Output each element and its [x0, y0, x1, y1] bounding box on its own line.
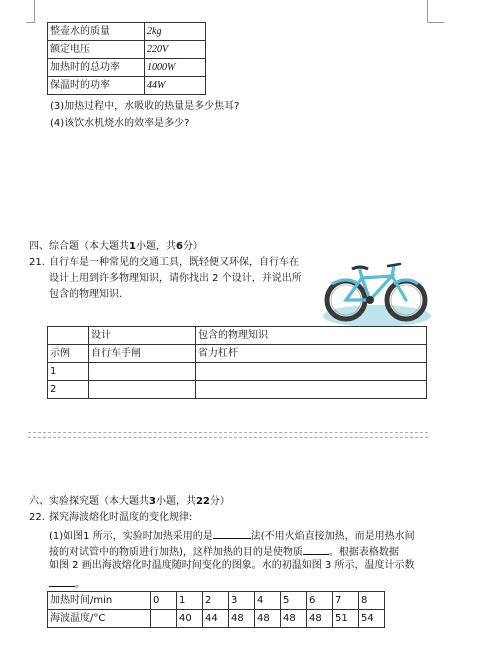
section-6-heading-text: 六、实验探究题（本大题共 — [29, 496, 149, 507]
answer-blank-heating-method[interactable] — [213, 527, 251, 539]
spec-table — [47, 22, 206, 95]
question-22-line-5 — [49, 575, 85, 592]
section-6-count: 3 — [149, 496, 156, 507]
spec-value: 2kg — [145, 23, 206, 41]
table-cell: 8 — [359, 592, 385, 610]
spec-label: 整壶水的质量 — [48, 23, 145, 41]
page-corner-mark-left — [26, 0, 35, 23]
section-4-count: 1 — [129, 241, 136, 252]
table-row — [48, 59, 206, 77]
table-cell — [196, 381, 427, 399]
question-22-line-3-end: 。根据表格数据 — [328, 547, 399, 558]
bike-crank — [366, 296, 374, 304]
section-6-heading-mid: 小题，共 — [155, 496, 196, 507]
table-row-label: 加热时间/min — [48, 592, 151, 610]
table-cell: 54 — [359, 610, 385, 628]
table-cell — [89, 363, 196, 381]
question-21-number: 21. — [29, 257, 45, 268]
question-22-number: 22. — [29, 512, 45, 523]
page-corner-mark-right — [427, 0, 444, 23]
table-row — [48, 363, 427, 381]
question-22-line-4: 如图 2 画出海波熔化时温度随时间变化的图象。水的初温如图 3 所示，温度计示数 — [49, 560, 415, 571]
spec-label: 加热时的总功率 — [48, 59, 145, 77]
table-cell: 省力杠杆 — [196, 345, 427, 363]
table-cell: 48 — [255, 610, 281, 628]
melting-data-table — [47, 591, 385, 628]
question-22-line-3 — [49, 543, 399, 560]
table-row — [48, 345, 427, 363]
question-4: (4)该饮水机烧水的效率是多少? — [50, 118, 190, 129]
question-3: (3)加热过程中，水吸收的热量是多少焦耳? — [50, 101, 240, 112]
question-22-line-2-start: (1)如图1 所示，实验时加热采用的是 — [49, 531, 213, 542]
table-cell: 48 — [307, 610, 333, 628]
spec-value: 44W — [145, 77, 206, 95]
table-cell: 2 — [48, 381, 89, 399]
table-cell: 48 — [281, 610, 307, 628]
table-cell: 2 — [203, 592, 229, 610]
table-cell: 1 — [48, 363, 89, 381]
spec-value: 220V — [145, 41, 206, 59]
table-row — [48, 41, 206, 59]
table-header-cell: 设计 — [89, 327, 196, 345]
table-row — [48, 327, 427, 345]
table-cell: 5 — [281, 592, 307, 610]
question-22-line-1: 探究海波熔化时温度的变化规律: — [49, 512, 193, 523]
answer-blank-purpose[interactable] — [303, 543, 329, 555]
bike-handlebar — [388, 264, 400, 266]
section-4-heading — [29, 240, 203, 254]
section-6-heading-end: 分） — [209, 496, 230, 507]
question-21-line-1: 自行车是一种常见的交通工具，既轻便又环保，自行车在 — [49, 257, 299, 268]
table-cell — [196, 363, 427, 381]
page-break-divider — [28, 432, 428, 438]
question-22-line-2 — [49, 527, 415, 544]
question-22-line-5-end: 。 — [75, 579, 85, 590]
section-4-score: 6 — [175, 241, 183, 252]
table-cell: 示例 — [48, 345, 89, 363]
question-21-line-3: 包含的物理知识. — [49, 289, 123, 300]
table-row-label: 海波温度/°C — [48, 610, 151, 628]
table-cell: 6 — [307, 592, 333, 610]
table-cell: 44 — [203, 610, 229, 628]
table-row — [48, 610, 385, 628]
spec-label: 额定电压 — [48, 41, 145, 59]
table-cell: 48 — [229, 610, 255, 628]
section-6-heading — [29, 495, 230, 509]
table-cell — [151, 610, 177, 628]
table-row — [48, 77, 206, 95]
table-cell — [89, 381, 196, 399]
bicycle-image — [322, 254, 432, 328]
section-4-heading-text: 四、综合题（本大题共 — [29, 241, 129, 252]
question-22-line-3-start: 接的对试管中的物质进行加热)，这样加热的目的是使物质 — [49, 547, 303, 558]
table-row — [48, 23, 206, 41]
table-cell: 0 — [151, 592, 177, 610]
section-4-heading-mid: 小题，共 — [135, 241, 176, 252]
table-row — [48, 592, 385, 610]
question-21-line-2: 设计上用到许多物理知识，请你找出 2 个设计，并说出所 — [49, 273, 302, 284]
section-6-score: 22 — [195, 496, 210, 507]
table-header-cell — [48, 327, 89, 345]
table-cell: 7 — [333, 592, 359, 610]
table-cell: 3 — [229, 592, 255, 610]
table-cell: 40 — [177, 610, 203, 628]
spec-label: 保温时的功率 — [48, 77, 145, 95]
bike-design-table — [47, 326, 427, 399]
table-cell: 51 — [333, 610, 359, 628]
question-22-line-2-end: 法(不用火焰直接加热，而是用热水间 — [250, 531, 415, 542]
table-cell: 4 — [255, 592, 281, 610]
spec-value: 1000W — [145, 59, 206, 77]
table-row — [48, 381, 427, 399]
answer-blank-thermometer[interactable] — [49, 575, 75, 587]
table-cell: 自行车手闸 — [89, 345, 196, 363]
table-header-cell: 包含的物理知识 — [196, 327, 427, 345]
section-4-heading-end: 分） — [182, 241, 203, 252]
table-cell: 1 — [177, 592, 203, 610]
